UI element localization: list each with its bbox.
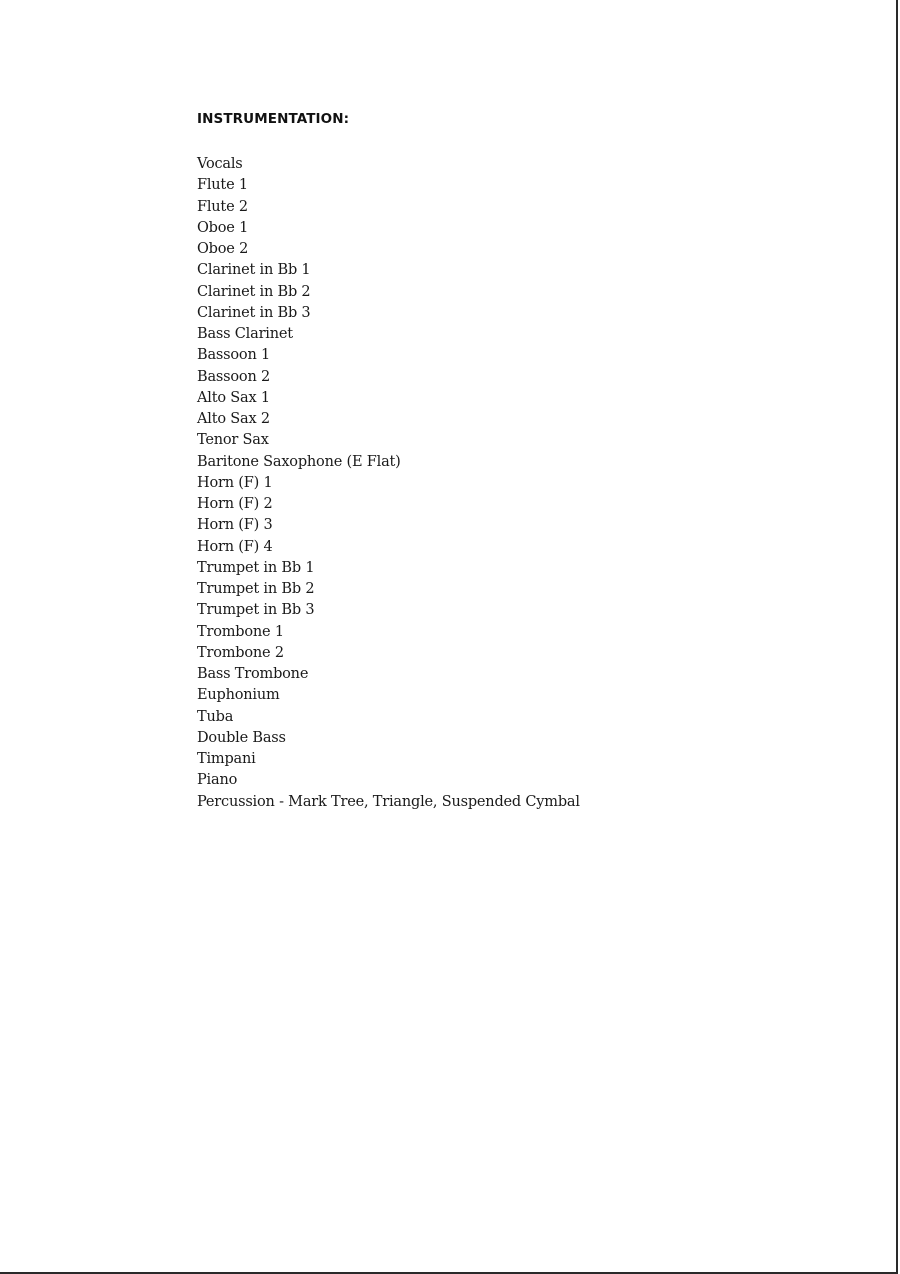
instrument-item: Vocals (197, 156, 243, 172)
instrument-item: Baritone Saxophone (E Flat) (197, 453, 401, 470)
instrument-item: Tenor Sax (197, 432, 269, 449)
instrument-item: Trombone 1 (197, 623, 284, 640)
instrument-item: Horn (F) 2 (197, 496, 273, 512)
instrument-item: Double Bass (197, 729, 286, 746)
instrument-item: Percussion - Mark Tree, Triangle, Suspended Cymbal (197, 793, 580, 810)
instrument-item: Flute 2 (197, 198, 248, 215)
instrument-item: Trumpet in Bb 3 (197, 602, 315, 619)
instrument-item: Bass Trombone (197, 666, 309, 682)
instrument-item: Horn (F) 4 (197, 538, 273, 555)
instrument-item: Euphonium (197, 687, 280, 704)
instrument-item: Clarinet in Bb 1 (197, 262, 311, 279)
instrument-item: Bassoon 2 (197, 368, 271, 385)
instrument-item: Horn (F) 1 (197, 474, 273, 491)
instrument-item: Piano (197, 772, 238, 789)
instrument-item: Trombone 2 (197, 644, 284, 661)
instrumentation-section (197, 110, 817, 813)
instrument-item: Clarinet in Bb 3 (197, 304, 311, 321)
instrument-item: Bassoon 1 (197, 347, 271, 364)
instrument-item: Clarinet in Bb 2 (197, 283, 311, 300)
instrument-item: Alto Sax 1 (197, 389, 270, 406)
instrument-item: Bass Clarinet (197, 326, 293, 342)
instrument-item: Oboe 2 (197, 241, 249, 257)
instrument-item: Tuba (197, 708, 234, 725)
instrument-item: Alto Sax 2 (197, 411, 270, 427)
instrument-item: Trumpet in Bb 2 (197, 581, 315, 597)
instrument-item: Timpani (197, 751, 256, 767)
instrument-item: Horn (F) 3 (197, 517, 273, 534)
instrumentation-heading: INSTRUMENTATION: (197, 111, 350, 127)
instrument-list (197, 154, 817, 813)
instrument-item: Oboe 1 (197, 219, 249, 236)
instrument-item: Flute 1 (197, 177, 248, 194)
instrument-item: Trumpet in Bb 1 (197, 559, 315, 576)
